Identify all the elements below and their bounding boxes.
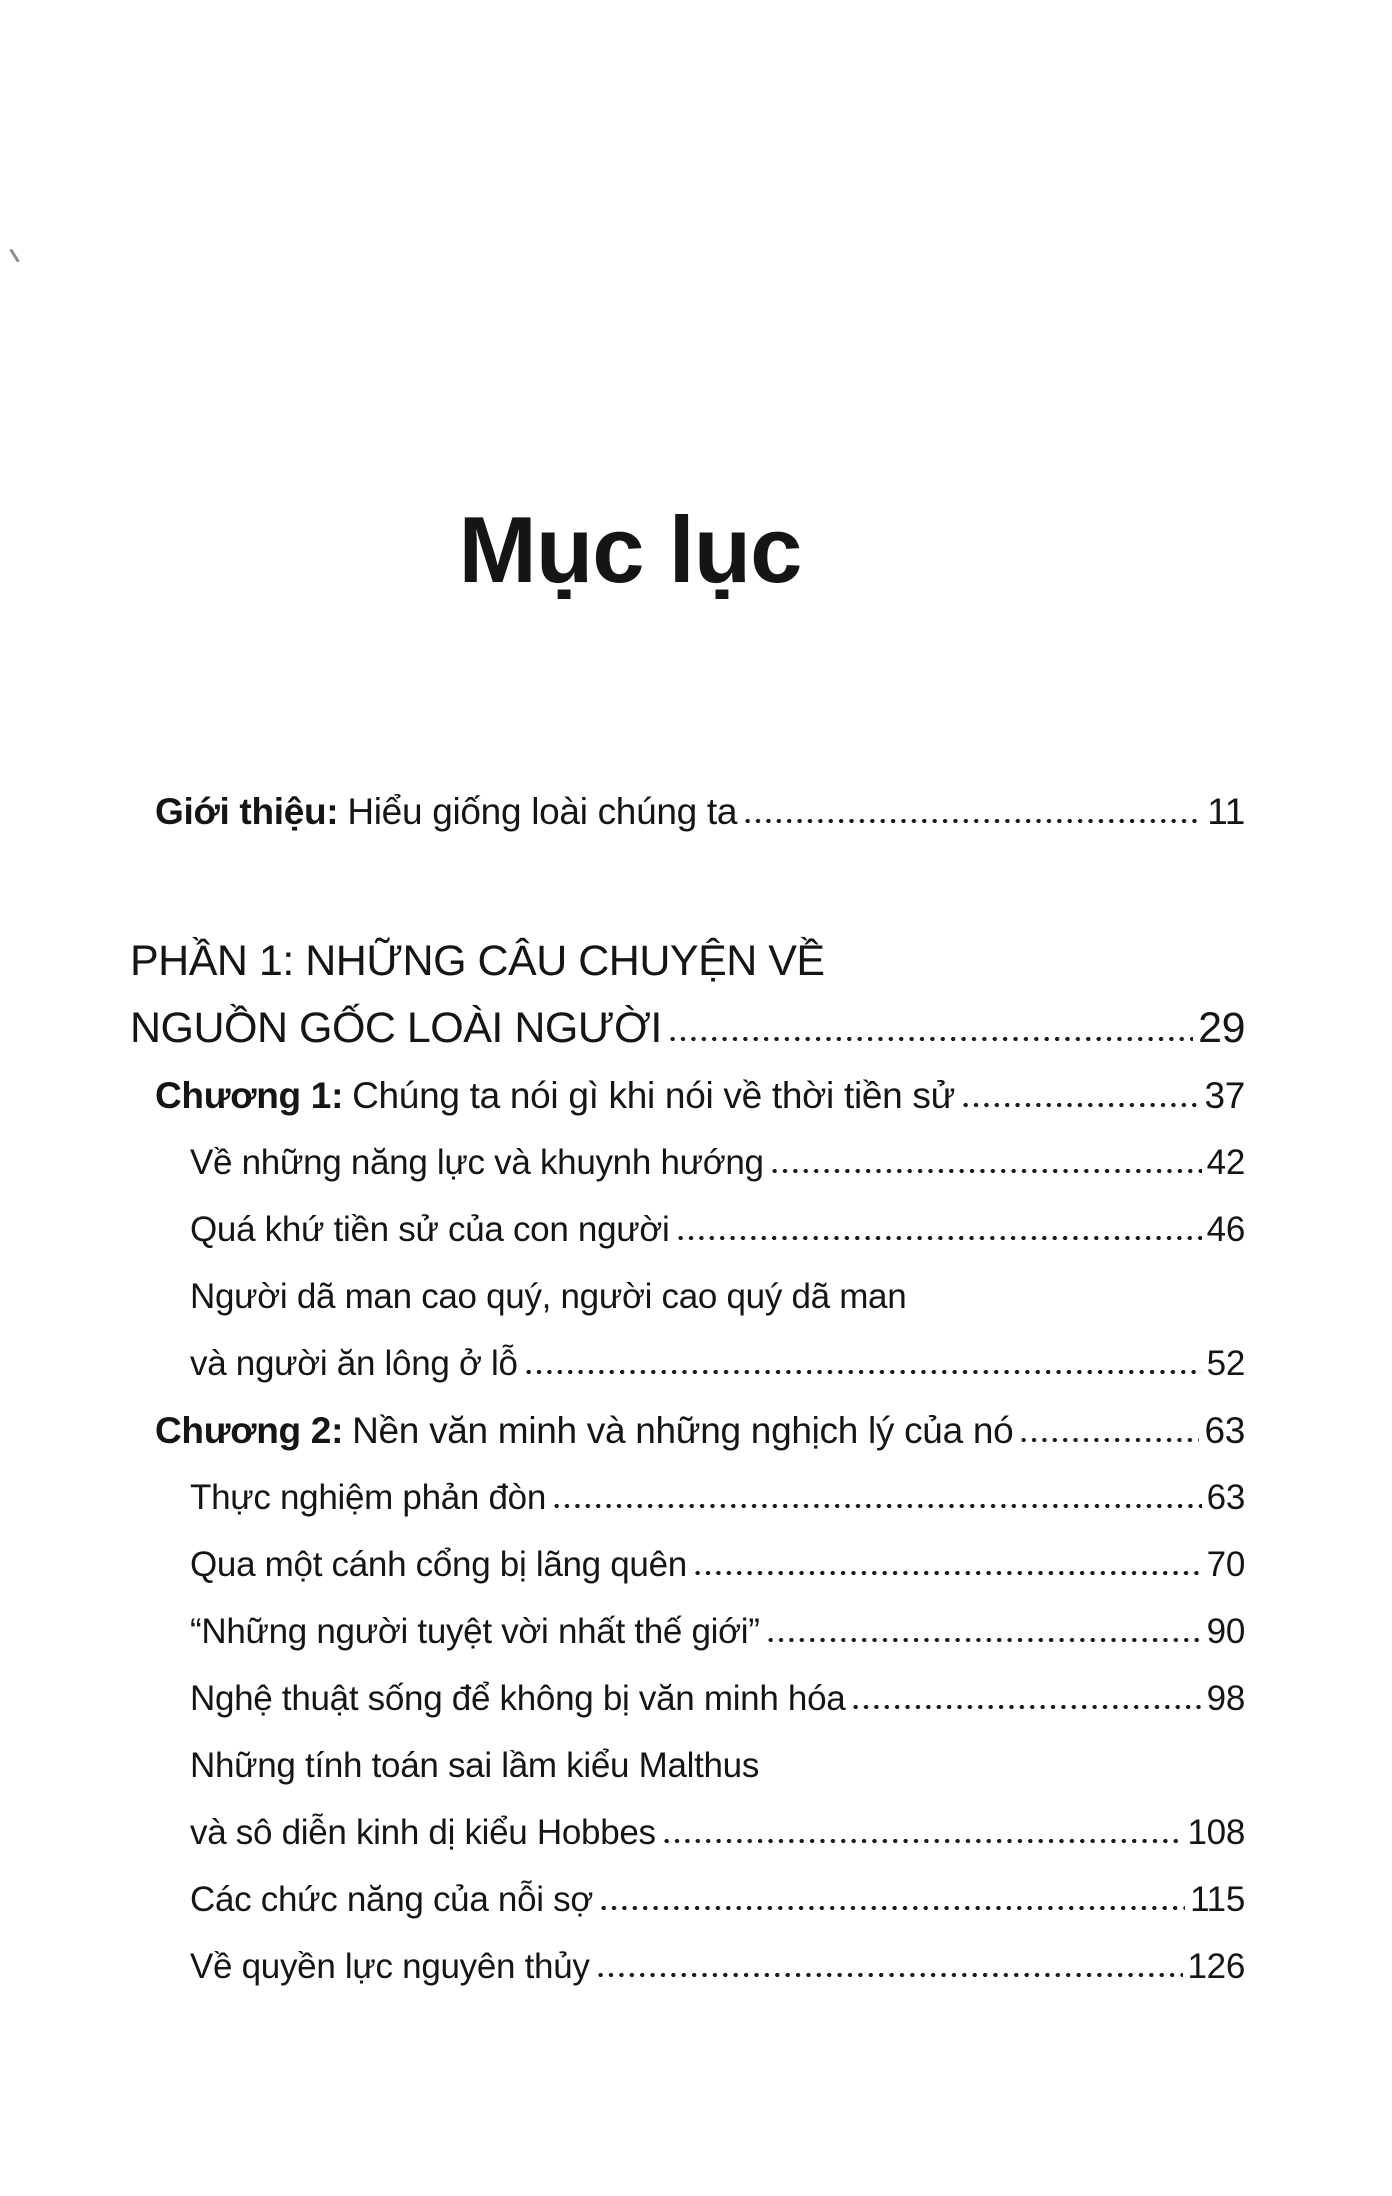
dot-leader bbox=[526, 1369, 1202, 1375]
toc-entry-text: “Những người tuyệt vời nhất thế giới” bbox=[190, 1612, 760, 1651]
toc-sub-entry bbox=[130, 1129, 1245, 1196]
dot-leader bbox=[1021, 1437, 1199, 1443]
toc-entry bbox=[130, 1397, 1245, 1464]
toc-page-number: 115 bbox=[1190, 1880, 1245, 1919]
page-title: Mục lục bbox=[458, 497, 802, 602]
toc-page-number: 37 bbox=[1204, 1075, 1245, 1116]
toc-entry-text: Quá khứ tiền sử của con người bbox=[190, 1210, 670, 1249]
toc-sub-entry bbox=[130, 1933, 1245, 2000]
toc-entry-text: Qua một cánh cổng bị lãng quên bbox=[190, 1545, 687, 1584]
toc-entry-text: Về quyền lực nguyên thủy bbox=[190, 1947, 590, 1986]
toc-page-number: 98 bbox=[1206, 1679, 1245, 1718]
toc-page-number: 46 bbox=[1206, 1210, 1245, 1249]
dot-leader bbox=[772, 1168, 1202, 1174]
toc-sub-entry bbox=[130, 1866, 1245, 1933]
toc-sub-entry bbox=[130, 1531, 1245, 1598]
toc-page-number: 11 bbox=[1207, 791, 1245, 832]
toc-part-line bbox=[130, 928, 1245, 995]
toc-sub-entry bbox=[130, 1598, 1245, 1665]
dot-leader bbox=[963, 1102, 1199, 1108]
dot-leader bbox=[601, 1905, 1185, 1911]
dot-leader bbox=[664, 1838, 1183, 1844]
dot-leader bbox=[554, 1503, 1202, 1509]
toc-entry-text: và sô diễn kinh dị kiểu Hobbes bbox=[190, 1813, 656, 1852]
toc-list bbox=[130, 778, 1245, 2000]
toc-entry-prefix: Chương 2: bbox=[155, 1410, 344, 1451]
toc-sub-entry bbox=[130, 1665, 1245, 1732]
toc-sub-continuation bbox=[130, 1799, 1245, 1866]
dot-leader bbox=[678, 1235, 1202, 1241]
toc-entry-text: Các chức năng của nỗi sợ bbox=[190, 1880, 594, 1919]
scan-artifact-mark bbox=[9, 248, 19, 262]
toc-entry-prefix: Chương 1: bbox=[155, 1075, 344, 1116]
toc-entry-text: Chúng ta nói gì khi nói về thời tiền sử bbox=[352, 1075, 956, 1116]
toc-sub-line bbox=[130, 1732, 1245, 1799]
toc-entry bbox=[130, 1062, 1245, 1129]
toc-entry-text: Thực nghiệm phản đòn bbox=[190, 1478, 546, 1517]
toc-page-number: 90 bbox=[1206, 1612, 1245, 1651]
toc-entry-text: Nghệ thuật sống để không bị văn minh hóa bbox=[190, 1679, 846, 1718]
toc-entry bbox=[130, 778, 1245, 845]
dot-leader bbox=[670, 1036, 1193, 1042]
toc-page-number: 63 bbox=[1206, 1478, 1245, 1517]
toc-sub-line bbox=[130, 1263, 1245, 1330]
toc-page-number: 63 bbox=[1204, 1410, 1245, 1451]
dot-leader bbox=[695, 1570, 1202, 1576]
toc-entry-text: và người ăn lông ở lỗ bbox=[190, 1344, 518, 1383]
toc-page-number: 108 bbox=[1187, 1813, 1245, 1852]
toc-part-entry bbox=[130, 928, 1245, 1062]
toc-sub-continuation bbox=[130, 1330, 1245, 1397]
toc-entry-text: Nền văn minh và những nghịch lý của nó bbox=[352, 1410, 1014, 1451]
toc-page-number: 52 bbox=[1206, 1344, 1245, 1383]
toc-sub-entry bbox=[130, 1196, 1245, 1263]
toc-part-text: PHẦN 1: NHỮNG CÂU CHUYỆN VỀ bbox=[130, 937, 825, 985]
dot-leader bbox=[745, 818, 1202, 824]
toc-part-line bbox=[130, 995, 1245, 1062]
toc-page-number: 42 bbox=[1206, 1143, 1245, 1182]
dot-leader bbox=[598, 1972, 1183, 1978]
toc-sub-entry bbox=[130, 1464, 1245, 1531]
toc-entry-text: Những tính toán sai lầm kiểu Malthus bbox=[190, 1746, 760, 1785]
dot-leader bbox=[768, 1637, 1202, 1643]
toc-entry-text: Về những năng lực và khuynh hướng bbox=[190, 1143, 764, 1182]
dot-leader bbox=[853, 1704, 1201, 1710]
toc-sub-entry bbox=[130, 1263, 1245, 1397]
toc-entry-text: Hiểu giống loài chúng ta bbox=[347, 791, 738, 832]
toc-page-number: 70 bbox=[1206, 1545, 1245, 1584]
toc-part-text: NGUỒN GỐC LOÀI NGƯỜI bbox=[130, 1004, 662, 1052]
toc-entry-text: Người dã man cao quý, người cao quý dã man bbox=[190, 1277, 907, 1316]
toc-page-number: 29 bbox=[1198, 1004, 1245, 1052]
toc-page-number: 126 bbox=[1187, 1947, 1245, 1986]
toc-sub-entry bbox=[130, 1732, 1245, 1866]
toc-entry-prefix: Giới thiệu: bbox=[155, 791, 339, 832]
